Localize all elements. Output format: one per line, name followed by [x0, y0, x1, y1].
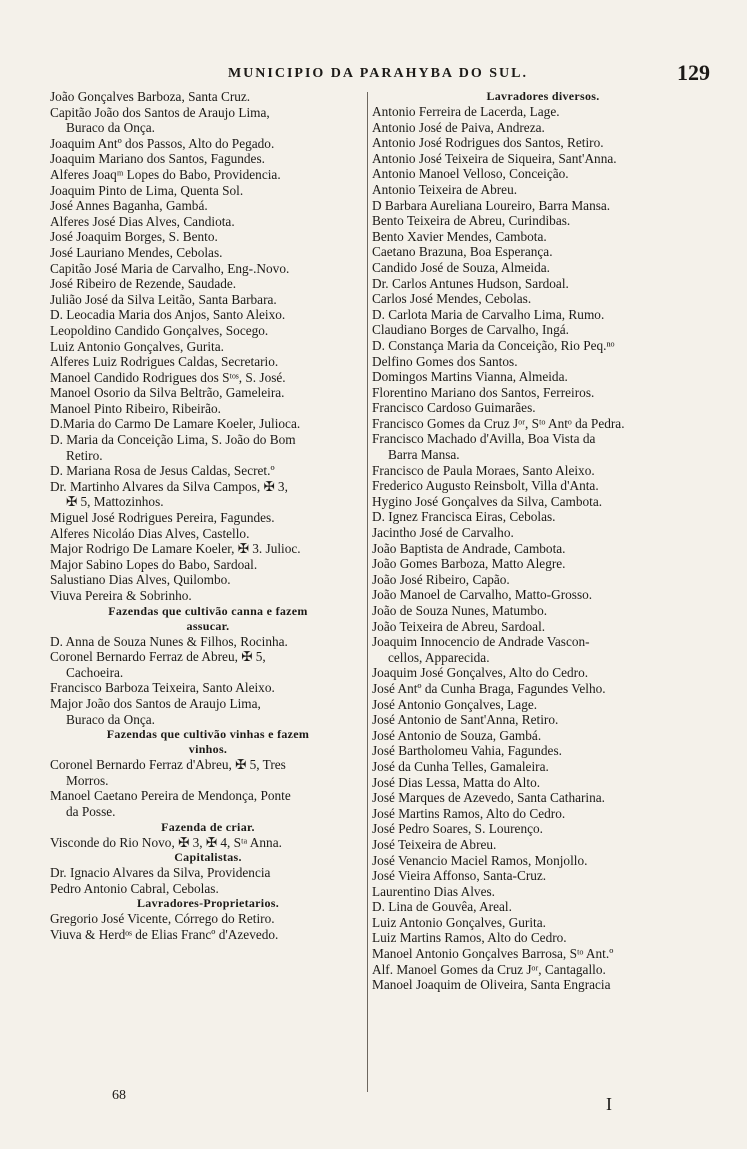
- entry-continuation: Retiro.: [66, 447, 103, 463]
- entry-continuation: Barra Mansa.: [388, 447, 460, 463]
- directory-entry: Domingos Martins Vianna, Almeida.: [372, 369, 568, 385]
- directory-entry: Dr. Carlos Antunes Hudson, Sardoal.: [372, 275, 569, 291]
- directory-entry: José Ribeiro de Rezende, Saudade.: [50, 276, 237, 292]
- directory-entry: José Dias Lessa, Matta do Alto.: [372, 774, 541, 790]
- directory-entry: Viuva Pereira & Sobrinho.: [50, 588, 192, 603]
- directory-entry: Antonio José Teixeira de Siqueira, Sant'Anna.: [372, 150, 617, 166]
- directory-entry: D. Carlota Maria de Carvalho Lima, Rumo.: [372, 306, 605, 322]
- directory-entry: José Lauriano Mendes, Cebolas.: [50, 244, 223, 260]
- directory-entry: Major Rodrigo De Lamare Koeler, ✠ 3. Julioc.: [50, 541, 301, 557]
- directory-entry: Hygino José Gonçalves da Silva, Cambota.: [372, 493, 603, 509]
- entry-continuation: Buraco da Onça.: [66, 120, 155, 136]
- directory-entry: Francisco de Paula Moraes, Santo Aleixo.: [372, 462, 595, 478]
- directory-entry: Major João dos Santos de Araujo Lima,: [50, 695, 261, 711]
- directory-entry: José Antonio Gonçalves, Lage.: [372, 696, 538, 712]
- directory-entry: Francisco Cardoso Guimarães.: [372, 400, 536, 416]
- directory-entry: Pedro Antonio Cabral, Cebolas.: [50, 880, 219, 896]
- directory-entry: Capitão João dos Santos de Araujo Lima,: [50, 104, 270, 120]
- directory-entry: Joaquim Antº dos Passos, Alto do Pegado.: [50, 135, 275, 151]
- directory-entry: José Marques de Azevedo, Santa Catharina.: [372, 790, 605, 806]
- directory-entry: Candido José de Souza, Almeida.: [372, 259, 551, 275]
- directory-entry: José Pedro Soares, S. Lourenço.: [372, 821, 543, 837]
- directory-entry: Alf. Manoel Gomes da Cruz Jᵒʳ, Cantagallo.: [372, 961, 606, 977]
- entry-continuation: da Posse.: [66, 803, 116, 819]
- directory-entry: José Antº da Cunha Braga, Fagundes Velho.: [372, 680, 606, 696]
- directory-entry: D.Maria do Carmo De Lamare Koeler, Julioca.: [50, 416, 301, 432]
- page-number: 129: [677, 60, 710, 85]
- section-heading: Lavradores-Proprietarios.: [136, 896, 280, 911]
- directory-entry: Carlos José Mendes, Cebolas.: [372, 291, 532, 307]
- directory-entry: D. Constança Maria da Conceição, Rio Peq.ⁿᵒ: [372, 337, 615, 353]
- directory-entry: Joaquim José Gonçalves, Alto do Cedro.: [372, 665, 589, 681]
- directory-entry: Alferes José Dias Alves, Candiota.: [50, 213, 235, 229]
- directory-entry: Joaquim Mariano dos Santos, Fagundes.: [50, 151, 265, 167]
- entry-continuation: Morros.: [66, 772, 109, 788]
- directory-entry: Luiz Antonio Gonçalves, Gurita.: [372, 914, 546, 930]
- directory-entry: José Antonio de Sant'Anna, Retiro.: [372, 712, 559, 728]
- footer-signature-mark: I: [606, 1094, 612, 1114]
- directory-entry: D. Leocadia Maria dos Anjos, Santo Aleixo.: [50, 307, 286, 323]
- directory-entry: José Vieira Affonso, Santa-Cruz.: [372, 868, 547, 884]
- directory-entry: Bento Teixeira de Abreu, Curindibas.: [372, 213, 571, 229]
- entry-continuation: cellos, Apparecida.: [388, 649, 490, 665]
- directory-entry: José Annes Baganha, Gambá.: [50, 198, 208, 214]
- directory-entry: Antonio Teixeira de Abreu.: [372, 181, 518, 197]
- directory-entry: João Gonçalves Barboza, Santa Cruz.: [50, 89, 251, 104]
- directory-entry: José Teixeira de Abreu.: [372, 836, 497, 852]
- left-column: [50, 89, 366, 1099]
- entry-continuation: Buraco da Onça.: [66, 711, 155, 727]
- column-divider: [367, 92, 368, 1092]
- directory-entry: Antonio José de Paiva, Andreza.: [372, 119, 545, 135]
- directory-entry: Antonio Ferreira de Lacerda, Lage.: [372, 104, 560, 119]
- directory-entry: Coronel Bernardo Ferraz de Abreu, ✠ 5,: [50, 649, 266, 665]
- directory-entry: João José Ribeiro, Capão.: [372, 571, 510, 587]
- entry-continuation: ✠ 5, Mattozinhos.: [66, 494, 164, 510]
- directory-entry: Bento Xavier Mendes, Cambota.: [372, 228, 547, 244]
- directory-entry: Caetano Brazuna, Boa Esperança.: [372, 244, 553, 260]
- right-column: [372, 89, 714, 1099]
- directory-entry: D. Lina de Gouvêa, Areal.: [372, 899, 512, 915]
- directory-entry: Francisco Barboza Teixeira, Santo Aleixo.: [50, 680, 275, 696]
- directory-entry: José Antonio de Souza, Gambá.: [372, 727, 542, 743]
- directory-entry: Joaquim Innocencio de Andrade Vascon-: [372, 634, 590, 650]
- directory-entry: Manoel Antonio Gonçalves Barrosa, Sᵗᵒ Ant.º: [372, 946, 614, 962]
- directory-entry: Frederico Augusto Reinsbolt, Villa d'Anta.: [372, 478, 599, 494]
- section-heading: Fazenda de criar.: [161, 819, 255, 834]
- section-heading: vinhos.: [188, 742, 228, 757]
- directory-entry: Antonio Manoel Velloso, Conceição.: [372, 166, 569, 182]
- directory-entry: Manoel Candido Rodrigues dos Sᵗᵒˢ, S. José.: [50, 369, 286, 385]
- directory-entry: Salustiano Dias Alves, Quilombo.: [50, 572, 231, 588]
- directory-entry: Claudiano Borges de Carvalho, Ingá.: [372, 322, 569, 338]
- directory-entry: Manoel Pinto Ribeiro, Ribeirão.: [50, 400, 221, 416]
- directory-entry: Francisco Gomes da Cruz Jᵒʳ, Sᵗᵒ Antᵒ da Pedra.: [372, 415, 625, 431]
- directory-entry: Alferes Nicoláo Dias Alves, Castello.: [50, 525, 250, 541]
- directory-entry: Capitão José Maria de Carvalho, Eng-.Novo.: [50, 260, 290, 276]
- directory-entry: José Joaquim Borges, S. Bento.: [50, 229, 218, 245]
- directory-entry: D. Ignez Francisca Eiras, Cebolas.: [372, 509, 556, 525]
- entry-continuation: Cachoeira.: [66, 664, 124, 680]
- directory-entry: Miguel José Rodrigues Pereira, Fagundes.: [50, 510, 275, 526]
- directory-entry: D Barbara Aureliana Loureiro, Barra Mansa.: [372, 197, 611, 213]
- directory-entry: Laurentino Dias Alves.: [372, 883, 495, 899]
- directory-entry: Leopoldino Candido Gonçalves, Socego.: [50, 322, 269, 338]
- directory-entry: Alferes Luiz Rodrigues Caldas, Secretario.: [50, 354, 279, 370]
- directory-entry: Florentino Mariano dos Santos, Ferreiros.: [372, 384, 595, 400]
- directory-entry: Manoel Osorio da Silva Beltrão, Gameleira.: [50, 385, 285, 401]
- section-heading: Lavradores diversos.: [486, 89, 600, 103]
- directory-entry: Manoel Caetano Pereira de Mendonça, Ponte: [50, 788, 291, 804]
- directory-entry: José Bartholomeu Vahia, Fagundes.: [372, 743, 562, 759]
- section-heading: Capitalistas.: [174, 850, 242, 865]
- directory-entry: Luiz Antonio Gonçalves, Gurita.: [50, 338, 224, 354]
- directory-entry: Coronel Bernardo Ferraz d'Abreu, ✠ 5, Tres: [50, 757, 286, 773]
- directory-entry: João de Souza Nunes, Matumbo.: [372, 603, 548, 618]
- directory-entry: João Teixeira de Abreu, Sardoal.: [372, 618, 546, 634]
- directory-entry: Dr. Ignacio Alvares da Silva, Providencia: [50, 865, 271, 881]
- directory-entry: Major Sabino Lopes do Babo, Sardoal.: [50, 556, 258, 572]
- directory-entry: Visconde do Rio Novo, ✠ 3, ✠ 4, Sᵗᵃ Anna.: [50, 834, 282, 850]
- directory-entry: Julião José da Silva Leitão, Santa Barbara.: [50, 291, 277, 307]
- directory-entry: Jacintho José de Carvalho.: [372, 525, 514, 541]
- directory-entry: D. Maria da Conceição Lima, S. João do Bom: [50, 432, 296, 448]
- footer-page-marker: 68: [112, 1088, 126, 1103]
- directory-entry: João Baptista de Andrade, Cambota.: [372, 540, 566, 556]
- directory-entry: João Manoel de Carvalho, Matto-Grosso.: [372, 587, 593, 603]
- directory-entry: Alferes Joaqᵐ Lopes do Babo, Providencia.: [50, 166, 281, 182]
- directory-entry: Viuva & Herdᵒˢ de Elias Francº d'Azevedo.: [50, 926, 279, 942]
- directory-entry: José Martins Ramos, Alto do Cedro.: [372, 805, 566, 821]
- directory-entry: Dr. Martinho Alvares da Silva Campos, ✠ 3,: [50, 478, 288, 494]
- directory-entry: D. Anna de Souza Nunes & Filhos, Rocinha.: [50, 633, 288, 649]
- directory-entry: João Gomes Barboza, Matto Alegre.: [372, 556, 566, 572]
- directory-entry: Joaquim Pinto de Lima, Quenta Sol.: [50, 182, 244, 198]
- directory-entry: Antonio José Rodrigues dos Santos, Retiro.: [372, 135, 604, 151]
- page-title: MUNICIPIO DA PARAHYBA DO SUL.: [227, 66, 529, 81]
- section-heading: Fazendas que cultivão canna e fazem: [108, 603, 308, 618]
- directory-entry: D. Mariana Rosa de Jesus Caldas, Secret.º: [50, 463, 275, 479]
- page-header: [46, 60, 710, 90]
- directory-entry: Delfino Gomes dos Santos.: [372, 353, 518, 369]
- directory-entry: Luiz Martins Ramos, Alto do Cedro.: [372, 930, 567, 946]
- directory-entry: Gregorio José Vicente, Córrego do Retiro.: [50, 911, 275, 927]
- directory-entry: José da Cunha Telles, Gamaleira.: [372, 758, 549, 774]
- directory-entry: Manoel Joaquim de Oliveira, Santa Engracia: [372, 977, 611, 993]
- directory-entry: Francisco Machado d'Avilla, Boa Vista da: [372, 431, 596, 447]
- section-heading: Fazendas que cultivão vinhas e fazem: [106, 727, 310, 742]
- section-heading: assucar.: [186, 618, 230, 633]
- directory-entry: José Venancio Maciel Ramos, Monjollo.: [372, 852, 588, 868]
